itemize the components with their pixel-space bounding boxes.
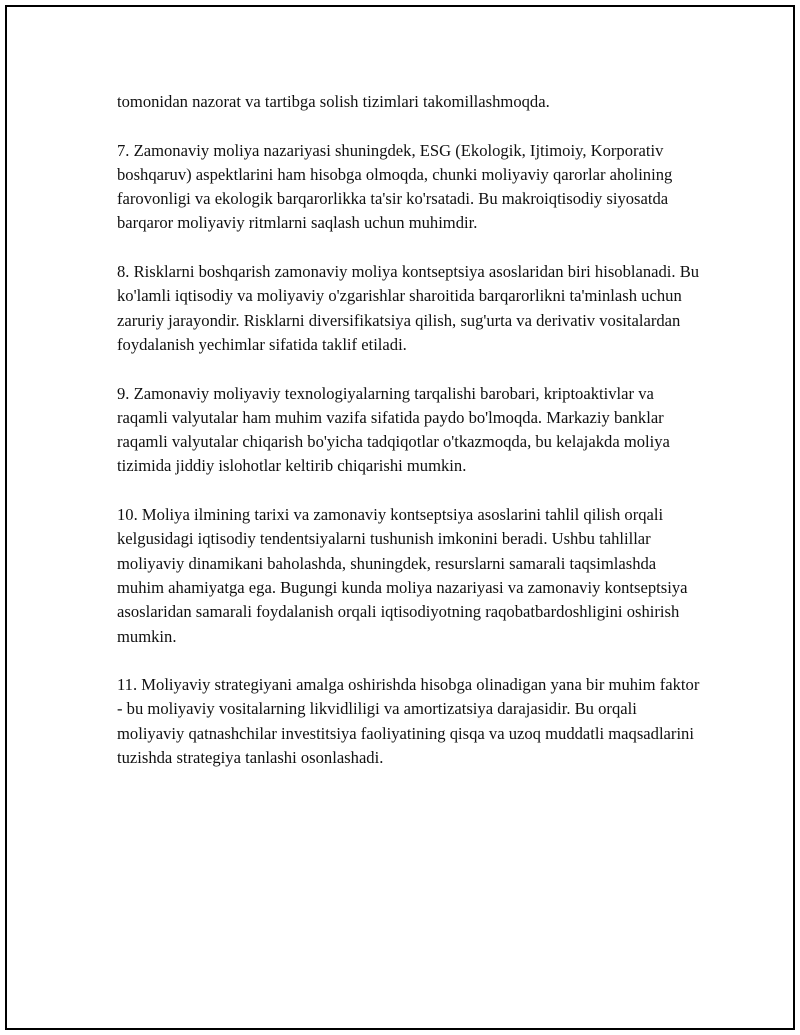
paragraph-continuation: tomonidan nazorat va tartibga solish tizimlari takomillashmoqda.: [117, 92, 550, 111]
paragraph-10: 10. Moliya ilmining tarixi va zamonaviy kontseptsiya asoslarini tahlil qilish orqali kelgusidagi iqtisodiy tendentsiyalarni tushunish imkonini beradi. Ushbu tahlillar moliyaviy dinamikani baholashda, shuningdek, resurslarni samarali taqsimlashda muhim ahamiyatga ega. Bugungi kunda moliya nazariyasi va zamonaviy kontseptsiya asoslaridan samarali foydalanish orqali iqtisodiyotning raqobatbardoshligini oshirish mumkin.: [117, 505, 688, 646]
paragraph-11: 11. Moliyaviy strategiyani amalga oshirishda hisobga olinadigan yana bir muhim faktor - bu moliyaviy vositalarning likvidliligi va amortizatsiya darajasidir. Bu orqali moliyaviy qatnashchilar investitsiya faoliyatining qisqa va uzoq muddatli maqsadlarini tuzishda strategiya tanlashi osonlashadi.: [117, 675, 700, 768]
paragraph-7: 7. Zamonaviy moliya nazariyasi shuningdek, ESG (Ekologik, Ijtimoiy, Korporativ boshqaruv) aspektlarini ham hisobga olmoqda, chunki moliyaviy qarorlar aholining farovonligi va ekologik barqarorlikka ta'sir ko'rsatadi. Bu makroiqtisodiy siyosatda barqaror moliyaviy ritmlarni saqlash uchun muhimdir.: [117, 140, 673, 233]
document-body: [117, 90, 707, 795]
paragraph-8: 8. Risklarni boshqarish zamonaviy moliya kontseptsiya asoslaridan biri hisoblanadi. Bu ko'lamli iqtisodiy va moliyaviy o'zgarishlar sharoitida barqarorlikni ta'minlash uchun zaruriy jarayondir. Risklarni diversifikatsiya qilish, sug'urta va derivativ vositalardan foydalanish yechimlar sifatida taklif etiladi.: [117, 262, 700, 354]
paragraph-9: 9. Zamonaviy moliyaviy texnologiyalarning tarqalishi barobari, kriptoaktivlar va raqamli valyutalar ham muhim vazifa sifatida paydo bo'lmoqda. Markaziy banklar raqamli valyutalar chiqarish bo'yicha tadqiqotlar o'tkazmoqda, bu kelajakda moliya tizimida jiddiy islohotlar keltirib chiqarishi mumkin.: [117, 383, 670, 476]
